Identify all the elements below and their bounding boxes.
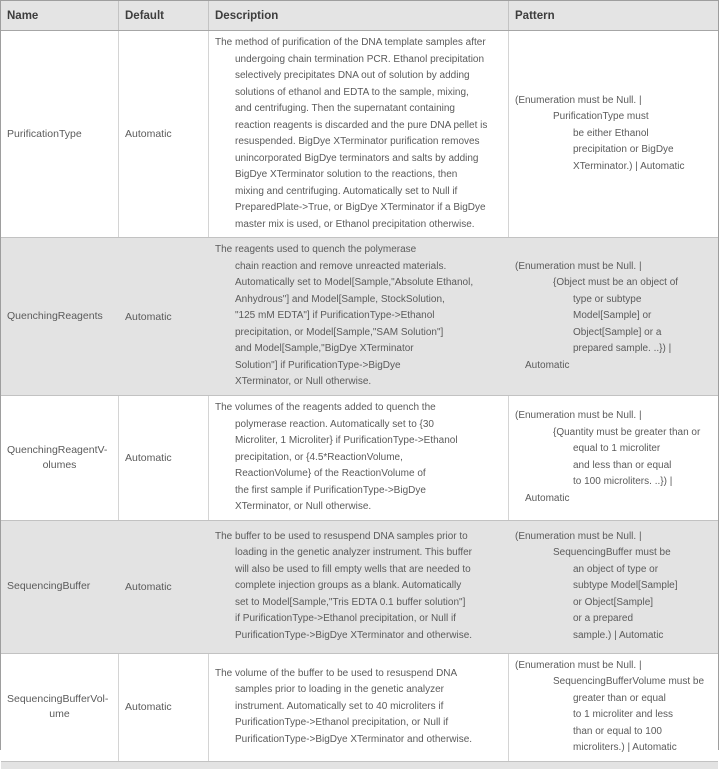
row-pattern-cell — [509, 654, 718, 761]
row-description-cell — [209, 31, 509, 237]
text-line: PurificationType — [7, 127, 82, 140]
partial-next-row — [1, 762, 718, 769]
text-line: instrument. Automatically set to 40 microliters if — [235, 700, 444, 712]
text-line: Microliter, 1 Microliter} if PurificationType->Ethanol — [235, 435, 458, 446]
text-line: Model[Sample] or — [573, 310, 652, 322]
text-line: selectively precipitates DNA out of solution by adding — [235, 70, 470, 81]
text-line: QuenchingReagents — [7, 310, 103, 322]
text-line: resuspended. BigDye XTerminator purification removes — [235, 136, 480, 147]
text-line: be either Ethanol — [573, 127, 649, 139]
column-header-pattern-label: Pattern — [515, 9, 555, 22]
text-line: equal to 1 microliter — [573, 443, 661, 455]
text-line: complete injection groups as a blank. Automatically — [235, 580, 462, 592]
text-line: Automatically set to Model[Sample,"Absolute Ethanol, — [235, 277, 474, 289]
text-line: an object of type or — [573, 563, 659, 575]
text-line: precipitation, or {4.5*ReactionVolume, — [235, 451, 403, 463]
text-line: master mix is used, or Ethanol precipitation otherwise. — [235, 218, 475, 230]
text-line: (Enumeration must be Null. | — [515, 94, 642, 106]
default-value: Automatic — [125, 701, 172, 713]
text-line: precipitation or BigDye — [573, 144, 674, 156]
text-line: SequencingBufferVol- — [7, 693, 109, 705]
default-value: Automatic — [125, 451, 172, 464]
row-pattern-cell — [509, 521, 718, 653]
row-default-cell — [119, 31, 209, 237]
row-description-cell — [209, 396, 509, 520]
row-description-cell — [209, 238, 509, 395]
text-line: unincorporated BigDye terminators and salts by adding — [235, 152, 479, 164]
text-line: and less than or equal — [573, 459, 672, 471]
text-line: The buffer to be used to resuspend DNA samples prior to — [215, 530, 468, 542]
column-header-default-label: Default — [125, 9, 164, 22]
row-pattern-cell — [509, 238, 718, 395]
text-line: subtype Model[Sample] — [573, 580, 678, 592]
text-line: mixing and centrifuging. Automatically set to Null if — [235, 185, 458, 197]
text-line: SequencingBuffer — [7, 580, 91, 592]
text-line: chain reaction and remove unreacted materials. — [235, 260, 447, 272]
text-line: olumes — [42, 458, 77, 471]
row-name-cell — [1, 31, 119, 237]
text-line: PreparedPlate->True, or BigDye XTerminator if a BigDye — [235, 202, 486, 213]
text-line: Anhydrous"] and Model[Sample, StockSolution, — [235, 293, 445, 305]
default-value: Automatic — [125, 128, 172, 140]
table-header-row — [1, 1, 718, 31]
column-header-default — [119, 1, 209, 30]
row-description-cell — [209, 654, 509, 761]
text-line: {Quantity must be greater than or — [553, 426, 701, 438]
table-row-sequencingbuffervolume — [1, 654, 718, 762]
row-default-cell — [119, 654, 209, 761]
column-header-description — [209, 1, 509, 30]
column-header-description-label: Description — [215, 9, 279, 22]
text-line: QuenchingReagentV- — [7, 443, 108, 456]
text-line: (Enumeration must be Null. | — [515, 659, 642, 671]
default-value: Automatic — [125, 580, 172, 593]
row-pattern-cell — [509, 31, 718, 237]
text-line: {Object must be an object of — [553, 277, 679, 289]
text-line: (Enumeration must be Null. | — [515, 410, 642, 422]
text-line: XTerminator, or Null otherwise. — [235, 376, 372, 388]
table-row-sequencingbuffer — [1, 521, 718, 654]
text-line: SequencingBufferVolume must be — [553, 676, 705, 687]
text-line: and centrifuging. Then the supernatant containing — [235, 103, 455, 114]
column-header-pattern — [509, 1, 718, 30]
text-line: sample.) | Automatic — [573, 629, 664, 641]
text-line: to 1 microliter and less — [573, 709, 674, 720]
text-line: SequencingBuffer must be — [553, 547, 671, 559]
table-row-purificationtype — [1, 31, 718, 238]
text-line: if PurificationType->Ethanol precipitation, or Null if — [235, 613, 456, 625]
text-line: Automatic — [525, 492, 570, 504]
text-line: BigDye XTerminator solution to the reactions, then — [235, 169, 458, 180]
table-row-quenchingreagents — [1, 238, 718, 396]
text-line: PurificationType->Ethanol precipitation, or Null if — [235, 717, 449, 729]
text-line: Solution"] if PurificationType->BigDye — [235, 359, 401, 371]
row-pattern-cell — [509, 396, 718, 520]
text-line: set to Model[Sample,"Tris EDTA 0.1 buffer solution"] — [235, 596, 466, 608]
text-line: greater than or equal — [573, 692, 666, 704]
text-line: PurificationType->BigDye XTerminator and otherwise. — [235, 629, 473, 641]
text-line: (Enumeration must be Null. | — [515, 260, 642, 272]
column-header-name-label: Name — [7, 9, 39, 22]
text-line: (Enumeration must be Null. | — [515, 530, 642, 542]
row-name-cell — [1, 238, 119, 395]
text-line: prepared sample. ..}) | — [573, 343, 672, 355]
text-line: the first sample if PurificationType->BigDye — [235, 484, 426, 496]
column-header-name — [1, 1, 119, 30]
row-description-cell — [209, 521, 509, 653]
text-line: undergoing chain termination PCR. Ethanol precipitation — [235, 53, 485, 65]
text-line: "125 mM EDTA"] if PurificationType->Ethanol — [235, 310, 435, 322]
text-line: ume — [49, 708, 70, 720]
row-default-cell — [119, 521, 209, 653]
row-name-cell — [1, 521, 119, 653]
text-line: polymerase reaction. Automatically set to {30 — [235, 418, 434, 430]
text-line: type or subtype — [573, 293, 642, 305]
text-line: The volume of the buffer to be used to resuspend DNA — [215, 667, 458, 679]
text-line: to 100 microliters. ..}) | — [573, 476, 673, 488]
text-line: or a prepared — [573, 613, 634, 625]
text-line: will also be used to fill empty wells that are needed to — [235, 563, 471, 575]
text-line: loading in the genetic analyzer instrument. This buffer — [235, 547, 472, 559]
text-line: PurificationType must — [553, 111, 649, 123]
table-row-quenchingreagentvolumes — [1, 396, 718, 521]
text-line: The method of purification of the DNA template samples after — [215, 37, 486, 48]
text-line: samples prior to loading in the genetic analyzer — [235, 684, 445, 696]
text-line: XTerminator.) | Automatic — [573, 160, 685, 172]
row-name-cell — [1, 654, 119, 761]
text-line: PurificationType->BigDye XTerminator and otherwise. — [235, 733, 473, 745]
row-default-cell — [119, 396, 209, 520]
default-value: Automatic — [125, 310, 172, 323]
text-line: microliters.) | Automatic — [573, 742, 677, 753]
text-line: or Object[Sample] — [573, 596, 654, 608]
text-line: The volumes of the reagents added to quench the — [215, 402, 436, 413]
text-line: The reagents used to quench the polymerase — [215, 244, 417, 256]
row-default-cell — [119, 238, 209, 395]
text-line: ReactionVolume} of the ReactionVolume of — [235, 468, 426, 479]
text-line: Object[Sample] or a — [573, 326, 662, 338]
text-line: precipitation, or Model[Sample,"SAM Solution"] — [235, 326, 444, 338]
text-line: Automatic — [525, 359, 570, 371]
text-line: reaction reagents is discarded and the pure DNA pellet is — [235, 119, 488, 131]
text-line: XTerminator, or Null otherwise. — [235, 501, 372, 512]
text-line: than or equal to 100 — [573, 725, 662, 737]
text-line: solutions of ethanol and EDTA to the sample, mixing, — [235, 86, 469, 98]
row-name-cell — [1, 396, 119, 520]
text-line: and Model[Sample,"BigDye XTerminator — [235, 343, 414, 355]
